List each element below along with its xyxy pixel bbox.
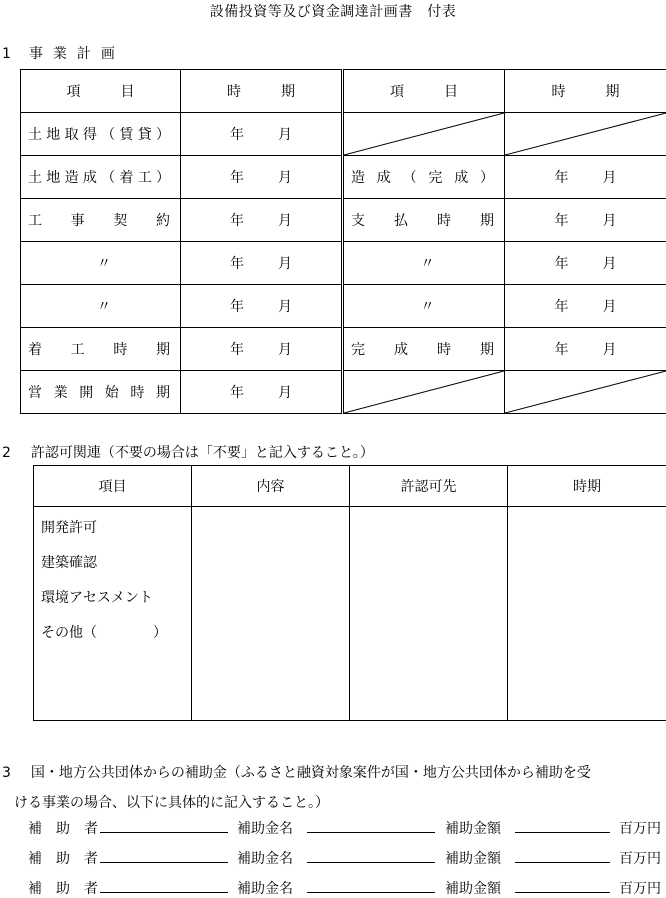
year-label: 年: [555, 167, 569, 187]
year-label: 年: [230, 210, 244, 230]
month-label: 月: [603, 339, 617, 359]
year-label: 年: [555, 296, 569, 316]
row-label-text: 〃: [28, 253, 180, 273]
row-label-text: 支 払 時 期: [351, 210, 504, 230]
year-month-cell[interactable]: [181, 156, 343, 199]
subsidy-name-field[interactable]: [307, 848, 435, 863]
authority-cell[interactable]: [350, 507, 508, 721]
subsidy-name-label: 補助金名: [237, 878, 293, 898]
month-label: 月: [278, 253, 292, 273]
permit-item: 建築確認: [41, 546, 191, 581]
section2-heading: [2, 442, 374, 462]
row-label-left: [21, 328, 181, 371]
row-label-text: 〃: [351, 253, 504, 273]
subsidy-row: [0, 848, 666, 866]
header-item-left: 項 目: [21, 70, 181, 113]
table-header-row: [21, 70, 666, 113]
table-row: [21, 285, 666, 328]
row-label-text: 着 工 時 期: [28, 339, 180, 359]
year-label: 年: [230, 124, 244, 144]
row-label-right: [343, 156, 505, 199]
row-label-text: 工 事 契 約: [28, 210, 180, 230]
table-header-row: [34, 466, 666, 507]
year-month-cell[interactable]: [505, 328, 666, 371]
row-label-text: 完 成 時 期: [351, 339, 504, 359]
year-label: 年: [555, 253, 569, 273]
month-label: 月: [278, 210, 292, 230]
amount-field[interactable]: [515, 878, 610, 893]
month-label: 月: [278, 167, 292, 187]
crossed-out-cell: [343, 371, 505, 414]
permits-table: [33, 465, 666, 721]
year-label: 年: [230, 382, 244, 402]
month-label: 月: [278, 382, 292, 402]
section3-title-line2: ける事業の場合、以下に具体的に記入すること。）: [14, 792, 329, 812]
header-timing: 時期: [508, 466, 666, 507]
crossed-out-cell: [505, 371, 666, 414]
header-authority: 許認可先: [350, 466, 508, 507]
year-label: 年: [230, 167, 244, 187]
year-month-cell[interactable]: [181, 371, 343, 414]
row-label-text: 土 地 取 得 （ 賃 貸 ）: [28, 124, 180, 144]
year-month-cell[interactable]: [181, 285, 343, 328]
year-label: 年: [555, 339, 569, 359]
amount-label: 補助金額: [445, 818, 501, 838]
header-content: 内容: [192, 466, 350, 507]
header-item-right: 項 目: [343, 70, 505, 113]
section1-heading: [2, 43, 125, 63]
year-label: 年: [230, 339, 244, 359]
section2-title: 許認可関連（不要の場合は「不要」と記入すること。）: [31, 445, 374, 461]
row-label-text: 営 業 開 始 時 期: [28, 382, 180, 402]
table-row: [21, 371, 666, 414]
section3-heading: [2, 762, 591, 782]
unit-label: 百万円: [619, 818, 661, 838]
provider-field[interactable]: [100, 848, 228, 863]
month-label: 月: [603, 210, 617, 230]
permit-item: 開発許可: [41, 511, 191, 546]
unit-label: 百万円: [619, 878, 661, 898]
provider-field[interactable]: [100, 818, 228, 833]
row-label-right: [343, 285, 505, 328]
section2-number: 2: [2, 445, 11, 461]
crossed-out-cell: [505, 113, 666, 156]
row-label-left: [21, 156, 181, 199]
header-item: 項目: [34, 466, 192, 507]
provider-label: 補 助 者: [28, 848, 98, 868]
table-row: [21, 242, 666, 285]
month-label: 月: [278, 296, 292, 316]
amount-field[interactable]: [515, 818, 610, 833]
amount-label: 補助金額: [445, 878, 501, 898]
subsidy-name-field[interactable]: [307, 878, 435, 893]
month-label: 月: [278, 339, 292, 359]
section3-number: 3: [2, 765, 11, 781]
row-label-right: [343, 242, 505, 285]
subsidy-name-label: 補助金名: [237, 848, 293, 868]
row-label-text: 〃: [351, 296, 504, 316]
permit-item: 環境アセスメント: [41, 581, 191, 616]
section1-number: 1: [2, 46, 11, 62]
subsidy-name-label: 補助金名: [237, 818, 293, 838]
amount-field[interactable]: [515, 848, 610, 863]
row-label-text: 造 成 （ 完 成 ）: [351, 167, 504, 187]
year-month-cell[interactable]: [505, 285, 666, 328]
permit-item: その他（ ）: [41, 616, 191, 651]
year-label: 年: [230, 253, 244, 273]
permit-items-cell: [34, 507, 192, 721]
document-title: 設備投資等及び資金調達計画書 付表: [0, 1, 666, 21]
year-label: 年: [555, 210, 569, 230]
year-month-cell[interactable]: [181, 113, 343, 156]
unit-label: 百万円: [619, 848, 661, 868]
row-label-text: 〃: [28, 296, 180, 316]
section1-title: 事業計画: [29, 46, 125, 62]
timing-cell[interactable]: [508, 507, 666, 721]
month-label: 月: [603, 253, 617, 273]
row-label-left: [21, 199, 181, 242]
row-label-left: [21, 113, 181, 156]
year-month-cell[interactable]: [181, 242, 343, 285]
year-month-cell[interactable]: [181, 328, 343, 371]
month-label: 月: [603, 167, 617, 187]
header-timing-left: 時 期: [181, 70, 343, 113]
table-row: [21, 113, 666, 156]
row-label-text: 土 地 造 成 （ 着 工 ）: [28, 167, 180, 187]
amount-label: 補助金額: [445, 848, 501, 868]
month-label: 月: [278, 124, 292, 144]
year-month-cell[interactable]: [505, 156, 666, 199]
row-label-left: [21, 371, 181, 414]
row-label-right: [343, 328, 505, 371]
table-row: [21, 156, 666, 199]
crossed-out-cell: [343, 113, 505, 156]
subsidy-name-field[interactable]: [307, 818, 435, 833]
month-label: 月: [603, 296, 617, 316]
table-row: [21, 328, 666, 371]
table-row: [34, 507, 666, 721]
subsidy-row: [0, 878, 666, 896]
provider-field[interactable]: [100, 878, 228, 893]
business-plan-table: [20, 69, 666, 414]
table-row: [21, 199, 666, 242]
row-label-left: [21, 242, 181, 285]
year-label: 年: [230, 296, 244, 316]
year-month-cell[interactable]: [505, 199, 666, 242]
row-label-left: [21, 285, 181, 328]
provider-label: 補 助 者: [28, 878, 98, 898]
provider-label: 補 助 者: [28, 818, 98, 838]
header-timing-right: 時 期: [505, 70, 666, 113]
year-month-cell[interactable]: [181, 199, 343, 242]
row-label-right: [343, 199, 505, 242]
subsidy-row: [0, 818, 666, 836]
year-month-cell[interactable]: [505, 242, 666, 285]
content-cell[interactable]: [192, 507, 350, 721]
section3-title-line1: 国・地方公共団体からの補助金（ふるさと融資対象案件が国・地方公共団体から補助を受: [31, 765, 591, 781]
